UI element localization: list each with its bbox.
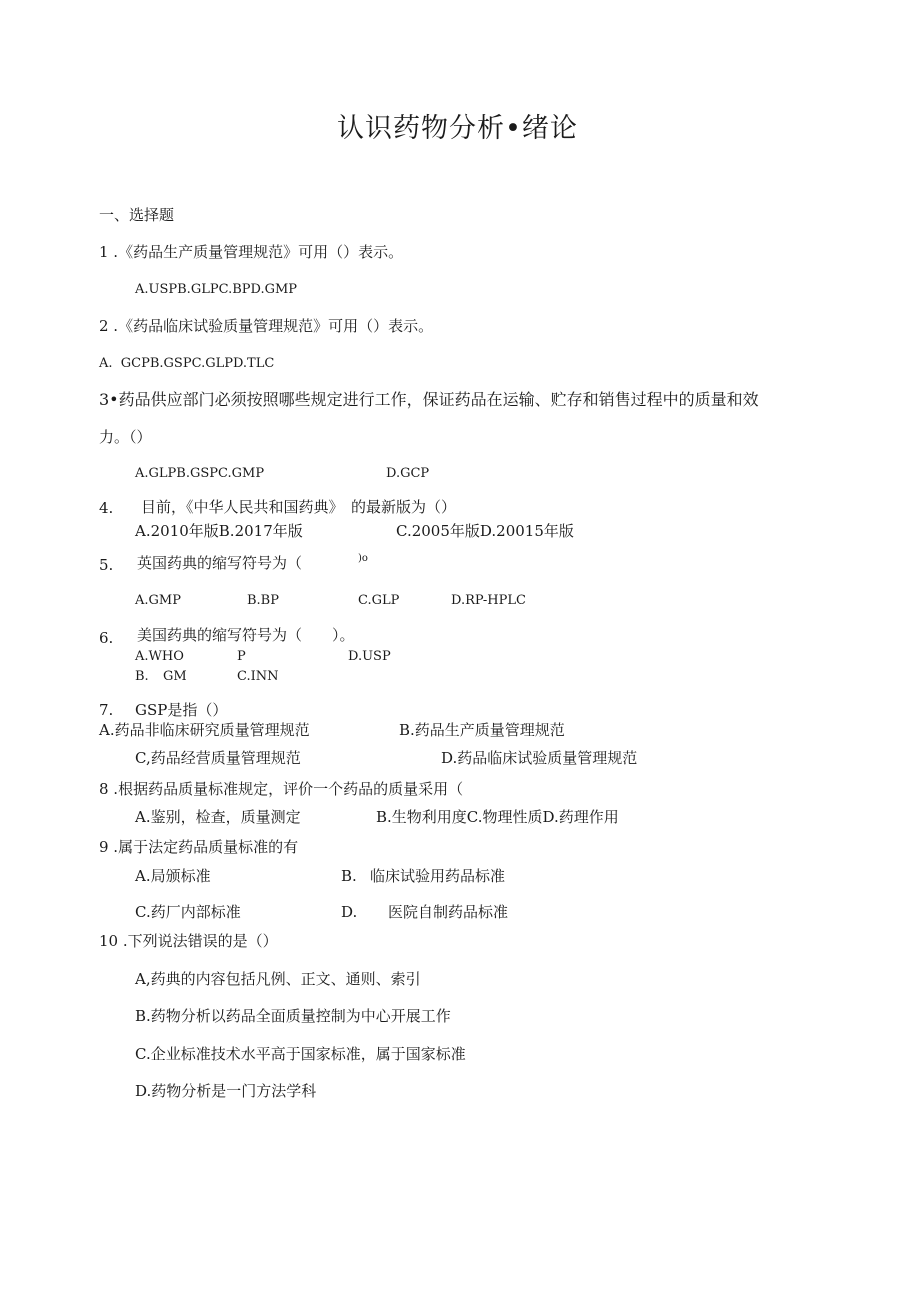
question-4-options-ab: A.2010年版B.2017年版	[135, 522, 303, 540]
question-7-option-c: C,药品经营质量管理规范	[135, 749, 301, 767]
question-6-stem: 美国药典的缩写符号为（ ）。	[137, 626, 355, 644]
question-3-options-abc: A.GLPB.GSPC.GMP	[135, 466, 265, 481]
question-5-option-b: B.BP	[247, 593, 279, 608]
question-5-stem-end: )o	[358, 553, 368, 564]
question-6-option-a: A.WHO	[135, 649, 184, 664]
question-6-option-p: P	[237, 649, 246, 664]
page-title: 认识药物分析•绪论	[337, 113, 578, 144]
question-10-option-b: B.药物分析以药品全面质量控制为中心开展工作	[135, 1007, 451, 1025]
question-3-option-d: D.GCP	[386, 466, 430, 481]
question-6-option-b-letter: B.	[135, 669, 149, 684]
question-4-options-cd: C.2005年版D.20015年版	[396, 522, 574, 540]
section-heading: 一、选择题	[99, 206, 175, 224]
question-7-number: 7.	[99, 701, 114, 719]
question-9-option-c: C.药厂内部标准	[135, 903, 241, 921]
question-6-option-d: D.USP	[348, 649, 391, 664]
question-10-option-a: A,药典的内容包括凡例、正文、通则、索引	[135, 970, 421, 988]
question-1-options: A.USPB.GLPC.BPD.GMP	[135, 282, 298, 297]
question-6-option-c: C.INN	[237, 669, 279, 684]
question-7-option-d: D.药品临床试验质量管理规范	[441, 749, 638, 767]
question-10-option-c: C.企业标准技术水平高于国家标准，属于国家标准	[135, 1045, 466, 1063]
question-2-stem: 2 .《药品临床试验质量管理规范》可用（）表示。	[99, 317, 434, 335]
question-7-option-a: A.药品非临床研究质量管理规范	[99, 721, 310, 739]
question-9-option-b-letter: B.	[341, 867, 357, 885]
question-5-number: 5.	[99, 556, 114, 574]
question-8-stem: 8 .根据药品质量标准规定，评价一个药品的质量采用（	[99, 780, 464, 798]
question-6-option-b-value: GM	[163, 669, 187, 684]
question-6-number: 6.	[99, 629, 114, 647]
question-9-option-b-text: 临床试验用药品标准	[370, 867, 506, 885]
question-3-stem-line2: 力。（）	[99, 428, 152, 446]
question-9-stem: 9 .属于法定药品质量标准的有	[99, 838, 299, 856]
question-7-stem: GSP是指（）	[135, 701, 228, 719]
question-5-option-c: C.GLP	[358, 593, 400, 608]
question-8-option-a: A.鉴别，检查，质量测定	[135, 808, 301, 826]
question-10-option-d: D.药物分析是一门方法学科	[135, 1082, 317, 1100]
question-2-options: A. GCPB.GSPC.GLPD.TLC	[99, 356, 275, 371]
question-3-stem-line1: 3•药品供应部门必须按照哪些规定进行工作，保证药品在运输、贮存和销售过程中的质量和效	[99, 390, 759, 409]
question-9-option-a: A.局颁标准	[135, 867, 211, 885]
question-5-option-d: D.RP-HPLC	[451, 593, 526, 608]
question-7-option-b: B.药品生产质量管理规范	[399, 721, 565, 739]
question-5-stem: 英国药典的缩写符号为（	[137, 554, 303, 572]
question-1-stem: 1 .《药品生产质量管理规范》可用（）表示。	[99, 243, 404, 261]
question-8-options-bcd: B.生物利用度C.物理性质D.药理作用	[376, 808, 619, 826]
question-4-number: 4.	[99, 499, 114, 517]
question-4-stem: 目前，《中华人民共和国药典》 的最新版为（）	[141, 498, 457, 516]
question-9-option-d-letter: D.	[341, 903, 358, 921]
question-9-option-d-text: 医院自制药品标准	[388, 903, 509, 921]
question-5-option-a: A.GMP	[135, 593, 181, 608]
question-10-stem: 10 .下列说法错误的是（）	[99, 932, 278, 950]
